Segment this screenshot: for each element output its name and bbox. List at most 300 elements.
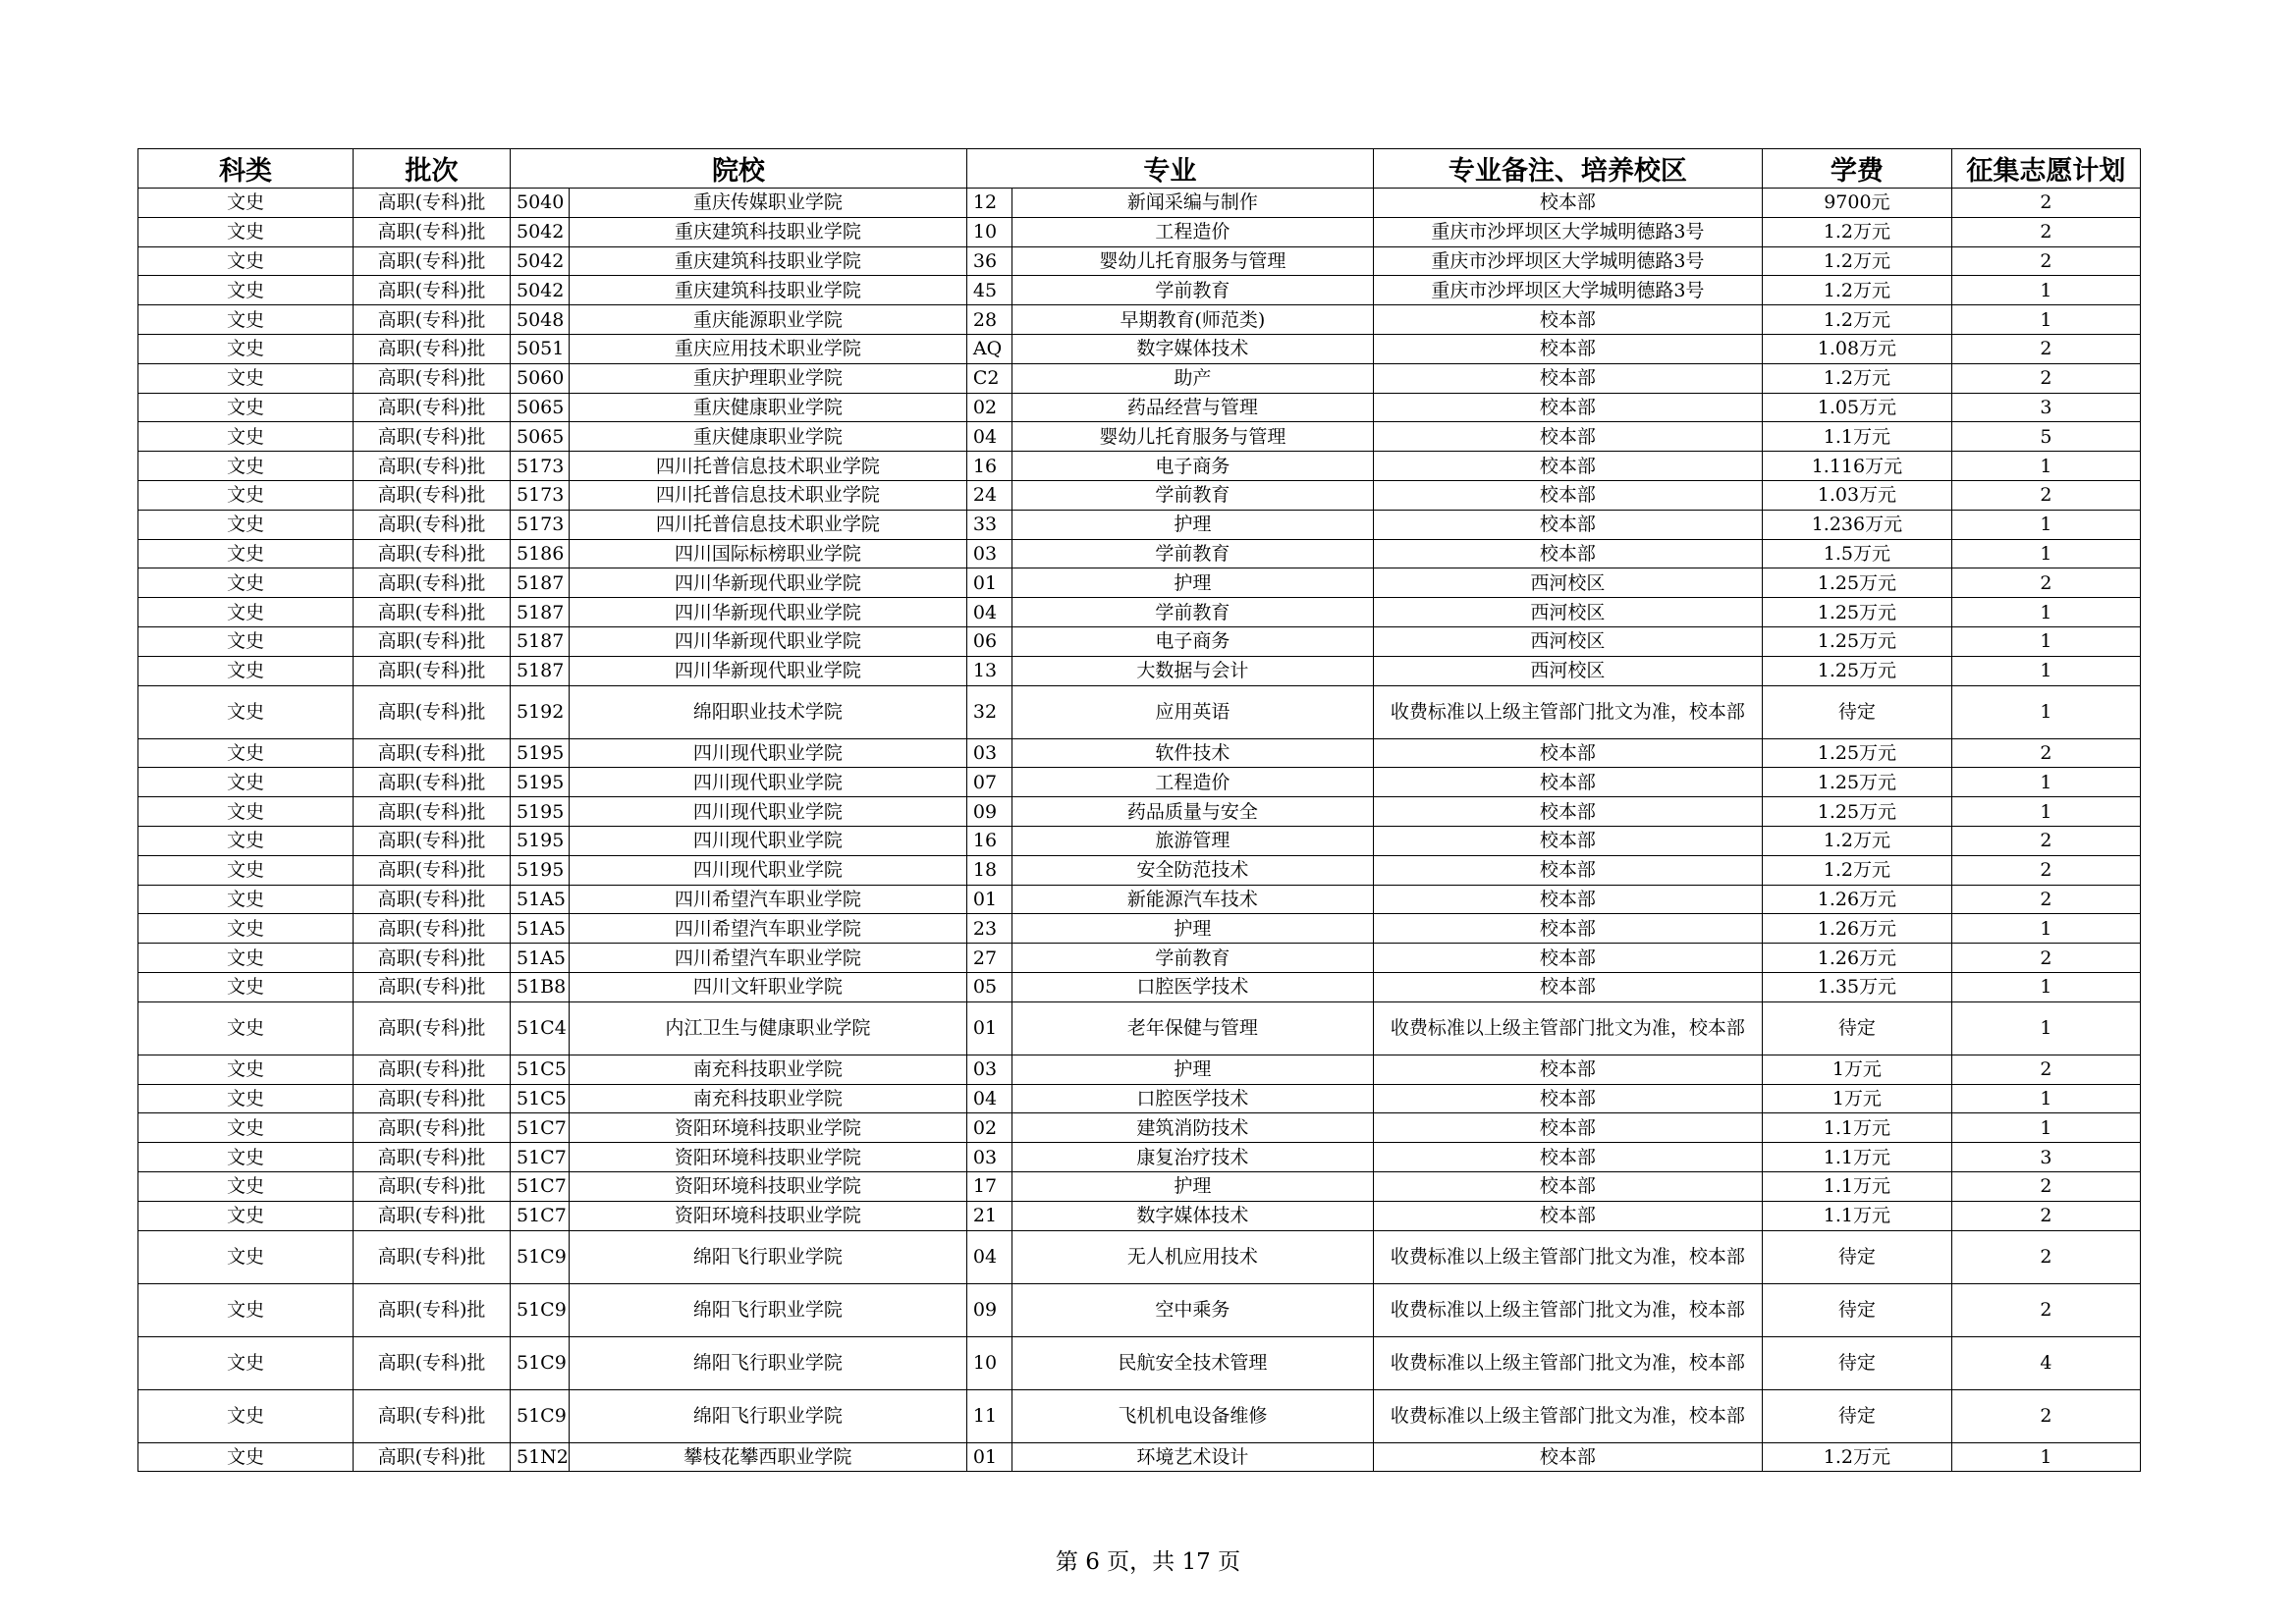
batch-cell: 高职(专科)批 (354, 363, 511, 393)
tuition-cell: 1.25万元 (1762, 656, 1951, 685)
batch-cell: 高职(专科)批 (354, 393, 511, 422)
major-name-cell: 无人机应用技术 (1011, 1230, 1373, 1283)
major-code-cell: 06 (966, 626, 1011, 656)
major-name-cell: 口腔医学技术 (1011, 1084, 1373, 1113)
tuition-cell: 1.1万元 (1762, 1201, 1951, 1230)
table-row (138, 797, 2141, 827)
tuition-cell: 1.25万元 (1762, 738, 1951, 768)
major-note-cell: 校本部 (1373, 797, 1762, 827)
tuition-cell: 待定 (1762, 685, 1951, 738)
batch-cell: 高职(专科)批 (354, 1283, 511, 1336)
batch-cell: 高职(专科)批 (354, 914, 511, 944)
school-code-cell: 5060 (511, 363, 570, 393)
page-footer: 第 6 页，共 17 页 (1055, 1549, 1241, 1575)
batch-cell: 高职(专科)批 (354, 944, 511, 973)
major-name-cell: 飞机机电设备维修 (1011, 1389, 1373, 1442)
batch-cell: 高职(专科)批 (354, 656, 511, 685)
tuition-cell: 1.2万元 (1762, 855, 1951, 885)
major-code-cell: 18 (966, 855, 1011, 885)
kelei-cell: 文史 (138, 826, 354, 855)
tuition-cell: 1.26万元 (1762, 885, 1951, 914)
batch-cell: 高职(专科)批 (354, 246, 511, 276)
major-name-cell: 护理 (1011, 568, 1373, 598)
major-name-cell: 助产 (1011, 363, 1373, 393)
plan-count-cell: 1 (1951, 598, 2140, 627)
table-row (138, 568, 2141, 598)
table-row (138, 1283, 2141, 1336)
table-row (138, 276, 2141, 305)
kelei-cell: 文史 (138, 246, 354, 276)
major-note-cell: 校本部 (1373, 422, 1762, 452)
school-code-cell: 51C5 (511, 1084, 570, 1113)
major-name-cell: 数字媒体技术 (1011, 1201, 1373, 1230)
school-name-cell: 四川希望汽车职业学院 (569, 885, 966, 914)
major-name-cell: 数字媒体技术 (1011, 334, 1373, 363)
major-note-cell: 校本部 (1373, 1201, 1762, 1230)
plan-count-cell: 2 (1951, 885, 2140, 914)
tuition-cell: 1.2万元 (1762, 276, 1951, 305)
tuition-cell: 1.03万元 (1762, 480, 1951, 510)
kelei-cell: 文史 (138, 1442, 354, 1472)
major-name-cell: 大数据与会计 (1011, 656, 1373, 685)
header-school: 院校 (511, 149, 967, 189)
batch-cell: 高职(专科)批 (354, 826, 511, 855)
major-code-cell: 45 (966, 276, 1011, 305)
major-note-cell: 收费标准以上级主管部门批文为准，校本部 (1373, 1001, 1762, 1055)
kelei-cell: 文史 (138, 1055, 354, 1084)
table-row (138, 1143, 2141, 1172)
school-code-cell: 51C9 (511, 1283, 570, 1336)
school-name-cell: 攀枝花攀西职业学院 (569, 1442, 966, 1472)
table-row (138, 656, 2141, 685)
batch-cell: 高职(专科)批 (354, 626, 511, 656)
plan-count-cell: 1 (1951, 510, 2140, 539)
major-code-cell: 02 (966, 393, 1011, 422)
batch-cell: 高职(专科)批 (354, 276, 511, 305)
school-name-cell: 四川现代职业学院 (569, 797, 966, 827)
school-code-cell: 51C7 (511, 1143, 570, 1172)
school-code-cell: 51C5 (511, 1055, 570, 1084)
kelei-cell: 文史 (138, 189, 354, 218)
major-name-cell: 工程造价 (1011, 217, 1373, 246)
school-code-cell: 51C4 (511, 1001, 570, 1055)
school-name-cell: 重庆建筑科技职业学院 (569, 246, 966, 276)
kelei-cell: 文史 (138, 305, 354, 335)
tuition-cell: 1.25万元 (1762, 568, 1951, 598)
major-code-cell: 05 (966, 972, 1011, 1001)
kelei-cell: 文史 (138, 422, 354, 452)
plan-count-cell: 2 (1951, 944, 2140, 973)
plan-count-cell: 1 (1951, 452, 2140, 481)
major-note-cell: 校本部 (1373, 539, 1762, 568)
table-row (138, 1230, 2141, 1283)
kelei-cell: 文史 (138, 626, 354, 656)
school-code-cell: 51A5 (511, 885, 570, 914)
major-name-cell: 民航安全技术管理 (1011, 1336, 1373, 1389)
major-code-cell: 10 (966, 217, 1011, 246)
major-name-cell: 应用英语 (1011, 685, 1373, 738)
tuition-cell: 待定 (1762, 1283, 1951, 1336)
school-name-cell: 资阳环境科技职业学院 (569, 1171, 966, 1201)
kelei-cell: 文史 (138, 768, 354, 797)
table-row (138, 826, 2141, 855)
school-code-cell: 5065 (511, 393, 570, 422)
tuition-cell: 1.1万元 (1762, 422, 1951, 452)
major-note-cell: 校本部 (1373, 1171, 1762, 1201)
tuition-cell: 待定 (1762, 1001, 1951, 1055)
table-row (138, 539, 2141, 568)
tuition-cell: 1.5万元 (1762, 539, 1951, 568)
batch-cell: 高职(专科)批 (354, 305, 511, 335)
school-name-cell: 重庆建筑科技职业学院 (569, 217, 966, 246)
plan-count-cell: 1 (1951, 768, 2140, 797)
batch-cell: 高职(专科)批 (354, 1336, 511, 1389)
major-note-cell: 收费标准以上级主管部门批文为准，校本部 (1373, 1336, 1762, 1389)
table-row (138, 1201, 2141, 1230)
plan-count-cell: 1 (1951, 276, 2140, 305)
batch-cell: 高职(专科)批 (354, 768, 511, 797)
tuition-cell: 1.08万元 (1762, 334, 1951, 363)
kelei-cell: 文史 (138, 1201, 354, 1230)
school-code-cell: 5042 (511, 246, 570, 276)
batch-cell: 高职(专科)批 (354, 568, 511, 598)
table-row (138, 885, 2141, 914)
school-name-cell: 重庆健康职业学院 (569, 422, 966, 452)
school-name-cell: 四川现代职业学院 (569, 826, 966, 855)
kelei-cell: 文史 (138, 1389, 354, 1442)
major-name-cell: 康复治疗技术 (1011, 1143, 1373, 1172)
batch-cell: 高职(专科)批 (354, 1055, 511, 1084)
school-name-cell: 四川华新现代职业学院 (569, 656, 966, 685)
table-row (138, 626, 2141, 656)
tuition-cell: 1.25万元 (1762, 797, 1951, 827)
school-code-cell: 5187 (511, 568, 570, 598)
school-code-cell: 5187 (511, 626, 570, 656)
kelei-cell: 文史 (138, 972, 354, 1001)
batch-cell: 高职(专科)批 (354, 797, 511, 827)
batch-cell: 高职(专科)批 (354, 1201, 511, 1230)
major-note-cell: 校本部 (1373, 510, 1762, 539)
major-note-cell: 西河校区 (1373, 656, 1762, 685)
school-name-cell: 南充科技职业学院 (569, 1084, 966, 1113)
school-name-cell: 四川托普信息技术职业学院 (569, 480, 966, 510)
header-kelei: 科类 (138, 149, 354, 189)
school-code-cell: 5195 (511, 768, 570, 797)
plan-count-cell: 2 (1951, 826, 2140, 855)
school-name-cell: 四川华新现代职业学院 (569, 626, 966, 656)
major-name-cell: 安全防范技术 (1011, 855, 1373, 885)
school-code-cell: 51A5 (511, 914, 570, 944)
tuition-cell: 待定 (1762, 1389, 1951, 1442)
major-note-cell: 西河校区 (1373, 598, 1762, 627)
major-name-cell: 学前教育 (1011, 276, 1373, 305)
batch-cell: 高职(专科)批 (354, 855, 511, 885)
school-name-cell: 四川现代职业学院 (569, 855, 966, 885)
major-code-cell: 16 (966, 826, 1011, 855)
table-row (138, 972, 2141, 1001)
school-code-cell: 5187 (511, 598, 570, 627)
plan-count-cell: 1 (1951, 626, 2140, 656)
batch-cell: 高职(专科)批 (354, 1442, 511, 1472)
table-row (138, 305, 2141, 335)
major-name-cell: 建筑消防技术 (1011, 1113, 1373, 1143)
major-note-cell: 收费标准以上级主管部门批文为准，校本部 (1373, 1283, 1762, 1336)
major-code-cell: 17 (966, 1171, 1011, 1201)
tuition-cell: 1.25万元 (1762, 768, 1951, 797)
school-name-cell: 绵阳飞行职业学院 (569, 1336, 966, 1389)
school-name-cell: 绵阳职业技术学院 (569, 685, 966, 738)
major-name-cell: 环境艺术设计 (1011, 1442, 1373, 1472)
batch-cell: 高职(专科)批 (354, 1113, 511, 1143)
kelei-cell: 文史 (138, 393, 354, 422)
tuition-cell: 1.26万元 (1762, 944, 1951, 973)
major-note-cell: 校本部 (1373, 944, 1762, 973)
tuition-cell: 1.2万元 (1762, 826, 1951, 855)
major-code-cell: 24 (966, 480, 1011, 510)
batch-cell: 高职(专科)批 (354, 1084, 511, 1113)
major-name-cell: 旅游管理 (1011, 826, 1373, 855)
school-name-cell: 南充科技职业学院 (569, 1055, 966, 1084)
school-code-cell: 51C9 (511, 1230, 570, 1283)
school-name-cell: 绵阳飞行职业学院 (569, 1389, 966, 1442)
header-pici: 批次 (354, 149, 511, 189)
kelei-cell: 文史 (138, 568, 354, 598)
school-code-cell: 5195 (511, 826, 570, 855)
major-name-cell: 婴幼儿托育服务与管理 (1011, 246, 1373, 276)
plan-count-cell: 2 (1951, 246, 2140, 276)
major-code-cell: 09 (966, 1283, 1011, 1336)
kelei-cell: 文史 (138, 1113, 354, 1143)
school-name-cell: 四川华新现代职业学院 (569, 598, 966, 627)
school-code-cell: 5186 (511, 539, 570, 568)
table-row (138, 422, 2141, 452)
tuition-cell: 1.26万元 (1762, 914, 1951, 944)
major-name-cell: 工程造价 (1011, 768, 1373, 797)
major-name-cell: 空中乘务 (1011, 1283, 1373, 1336)
major-code-cell: 04 (966, 1230, 1011, 1283)
kelei-cell: 文史 (138, 1084, 354, 1113)
major-code-cell: 32 (966, 685, 1011, 738)
plan-count-cell: 2 (1951, 1201, 2140, 1230)
header-plan: 征集志愿计划 (1951, 149, 2140, 189)
school-name-cell: 绵阳飞行职业学院 (569, 1230, 966, 1283)
table-row (138, 393, 2141, 422)
plan-count-cell: 2 (1951, 1055, 2140, 1084)
tuition-cell: 9700元 (1762, 189, 1951, 218)
major-note-cell: 校本部 (1373, 1143, 1762, 1172)
major-code-cell: 02 (966, 1113, 1011, 1143)
major-note-cell: 收费标准以上级主管部门批文为准，校本部 (1373, 1389, 1762, 1442)
major-name-cell: 早期教育(师范类) (1011, 305, 1373, 335)
plan-count-cell: 1 (1951, 1084, 2140, 1113)
plan-count-cell: 2 (1951, 480, 2140, 510)
tuition-cell: 待定 (1762, 1336, 1951, 1389)
major-note-cell: 校本部 (1373, 826, 1762, 855)
table-row (138, 1001, 2141, 1055)
major-code-cell: 01 (966, 1001, 1011, 1055)
school-code-cell: 51C9 (511, 1336, 570, 1389)
major-note-cell: 校本部 (1373, 972, 1762, 1001)
tuition-cell: 1.25万元 (1762, 626, 1951, 656)
school-code-cell: 5173 (511, 452, 570, 481)
school-name-cell: 资阳环境科技职业学院 (569, 1201, 966, 1230)
school-name-cell: 四川文轩职业学院 (569, 972, 966, 1001)
kelei-cell: 文史 (138, 598, 354, 627)
school-code-cell: 5173 (511, 480, 570, 510)
kelei-cell: 文史 (138, 539, 354, 568)
school-name-cell: 四川托普信息技术职业学院 (569, 452, 966, 481)
school-code-cell: 51C7 (511, 1201, 570, 1230)
admissions-table (137, 148, 2141, 1472)
tuition-cell: 1.2万元 (1762, 217, 1951, 246)
major-name-cell: 护理 (1011, 1055, 1373, 1084)
school-name-cell: 资阳环境科技职业学院 (569, 1113, 966, 1143)
plan-count-cell: 2 (1951, 334, 2140, 363)
school-name-cell: 四川希望汽车职业学院 (569, 944, 966, 973)
major-note-cell: 校本部 (1373, 363, 1762, 393)
major-name-cell: 学前教育 (1011, 539, 1373, 568)
major-name-cell: 电子商务 (1011, 452, 1373, 481)
batch-cell: 高职(专科)批 (354, 1171, 511, 1201)
tuition-cell: 1.2万元 (1762, 246, 1951, 276)
batch-cell: 高职(专科)批 (354, 217, 511, 246)
school-code-cell: 51A5 (511, 944, 570, 973)
major-note-cell: 校本部 (1373, 914, 1762, 944)
plan-count-cell: 1 (1951, 1001, 2140, 1055)
kelei-cell: 文史 (138, 217, 354, 246)
batch-cell: 高职(专科)批 (354, 972, 511, 1001)
header-major: 专业 (966, 149, 1373, 189)
major-name-cell: 护理 (1011, 1171, 1373, 1201)
major-name-cell: 电子商务 (1011, 626, 1373, 656)
kelei-cell: 文史 (138, 1283, 354, 1336)
school-code-cell: 5173 (511, 510, 570, 539)
school-name-cell: 四川现代职业学院 (569, 738, 966, 768)
major-code-cell: 04 (966, 598, 1011, 627)
major-note-cell: 校本部 (1373, 1113, 1762, 1143)
school-code-cell: 5195 (511, 797, 570, 827)
table-row (138, 217, 2141, 246)
major-code-cell: 27 (966, 944, 1011, 973)
major-note-cell: 校本部 (1373, 885, 1762, 914)
tuition-cell: 1.2万元 (1762, 363, 1951, 393)
kelei-cell: 文史 (138, 797, 354, 827)
table-row (138, 855, 2141, 885)
header-fee: 学费 (1762, 149, 1951, 189)
tuition-cell: 1.35万元 (1762, 972, 1951, 1001)
plan-count-cell: 3 (1951, 1143, 2140, 1172)
major-note-cell: 校本部 (1373, 452, 1762, 481)
table-row (138, 480, 2141, 510)
major-code-cell: 07 (966, 768, 1011, 797)
major-name-cell: 学前教育 (1011, 480, 1373, 510)
school-name-cell: 绵阳飞行职业学院 (569, 1283, 966, 1336)
major-note-cell: 校本部 (1373, 334, 1762, 363)
major-code-cell: 23 (966, 914, 1011, 944)
school-code-cell: 5195 (511, 738, 570, 768)
batch-cell: 高职(专科)批 (354, 539, 511, 568)
batch-cell: 高职(专科)批 (354, 452, 511, 481)
school-name-cell: 重庆传媒职业学院 (569, 189, 966, 218)
kelei-cell: 文史 (138, 738, 354, 768)
batch-cell: 高职(专科)批 (354, 510, 511, 539)
major-note-cell: 西河校区 (1373, 626, 1762, 656)
kelei-cell: 文史 (138, 685, 354, 738)
tuition-cell: 1万元 (1762, 1084, 1951, 1113)
plan-count-cell: 4 (1951, 1336, 2140, 1389)
school-code-cell: 51C7 (511, 1113, 570, 1143)
major-note-cell: 重庆市沙坪坝区大学城明德路3号 (1373, 217, 1762, 246)
major-name-cell: 学前教育 (1011, 598, 1373, 627)
kelei-cell: 文史 (138, 334, 354, 363)
kelei-cell: 文史 (138, 1143, 354, 1172)
tuition-cell: 1.1万元 (1762, 1171, 1951, 1201)
kelei-cell: 文史 (138, 914, 354, 944)
major-code-cell: 13 (966, 656, 1011, 685)
batch-cell: 高职(专科)批 (354, 422, 511, 452)
major-note-cell: 校本部 (1373, 1442, 1762, 1472)
plan-count-cell: 2 (1951, 568, 2140, 598)
table-row (138, 1336, 2141, 1389)
kelei-cell: 文史 (138, 944, 354, 973)
table-row (138, 363, 2141, 393)
kelei-cell: 文史 (138, 656, 354, 685)
school-code-cell: 51C7 (511, 1171, 570, 1201)
major-code-cell: 01 (966, 568, 1011, 598)
school-name-cell: 重庆健康职业学院 (569, 393, 966, 422)
table-row (138, 598, 2141, 627)
school-name-cell: 四川国际标榜职业学院 (569, 539, 966, 568)
table-row (138, 1113, 2141, 1143)
school-name-cell: 四川华新现代职业学院 (569, 568, 966, 598)
major-code-cell: 12 (966, 189, 1011, 218)
major-name-cell: 口腔医学技术 (1011, 972, 1373, 1001)
major-name-cell: 新能源汽车技术 (1011, 885, 1373, 914)
batch-cell: 高职(专科)批 (354, 1143, 511, 1172)
school-name-cell: 重庆应用技术职业学院 (569, 334, 966, 363)
major-note-cell: 收费标准以上级主管部门批文为准，校本部 (1373, 1230, 1762, 1283)
major-code-cell: 16 (966, 452, 1011, 481)
major-code-cell: C2 (966, 363, 1011, 393)
school-name-cell: 重庆能源职业学院 (569, 305, 966, 335)
table-row (138, 1171, 2141, 1201)
plan-count-cell: 1 (1951, 1442, 2140, 1472)
table-row (138, 452, 2141, 481)
school-name-cell: 四川托普信息技术职业学院 (569, 510, 966, 539)
major-code-cell: 03 (966, 1055, 1011, 1084)
plan-count-cell: 2 (1951, 363, 2140, 393)
tuition-cell: 1.116万元 (1762, 452, 1951, 481)
table-row (138, 1389, 2141, 1442)
plan-count-cell: 3 (1951, 393, 2140, 422)
kelei-cell: 文史 (138, 1230, 354, 1283)
major-note-cell: 校本部 (1373, 189, 1762, 218)
tuition-cell: 1.2万元 (1762, 305, 1951, 335)
kelei-cell: 文史 (138, 363, 354, 393)
school-code-cell: 5195 (511, 855, 570, 885)
tuition-cell: 1.1万元 (1762, 1143, 1951, 1172)
school-code-cell: 51N2 (511, 1442, 570, 1472)
major-note-cell: 重庆市沙坪坝区大学城明德路3号 (1373, 246, 1762, 276)
table-row (138, 189, 2141, 218)
tuition-cell: 1.236万元 (1762, 510, 1951, 539)
batch-cell: 高职(专科)批 (354, 189, 511, 218)
plan-count-cell: 2 (1951, 217, 2140, 246)
table-row (138, 685, 2141, 738)
major-name-cell: 婴幼儿托育服务与管理 (1011, 422, 1373, 452)
major-note-cell: 校本部 (1373, 480, 1762, 510)
plan-count-cell: 1 (1951, 914, 2140, 944)
